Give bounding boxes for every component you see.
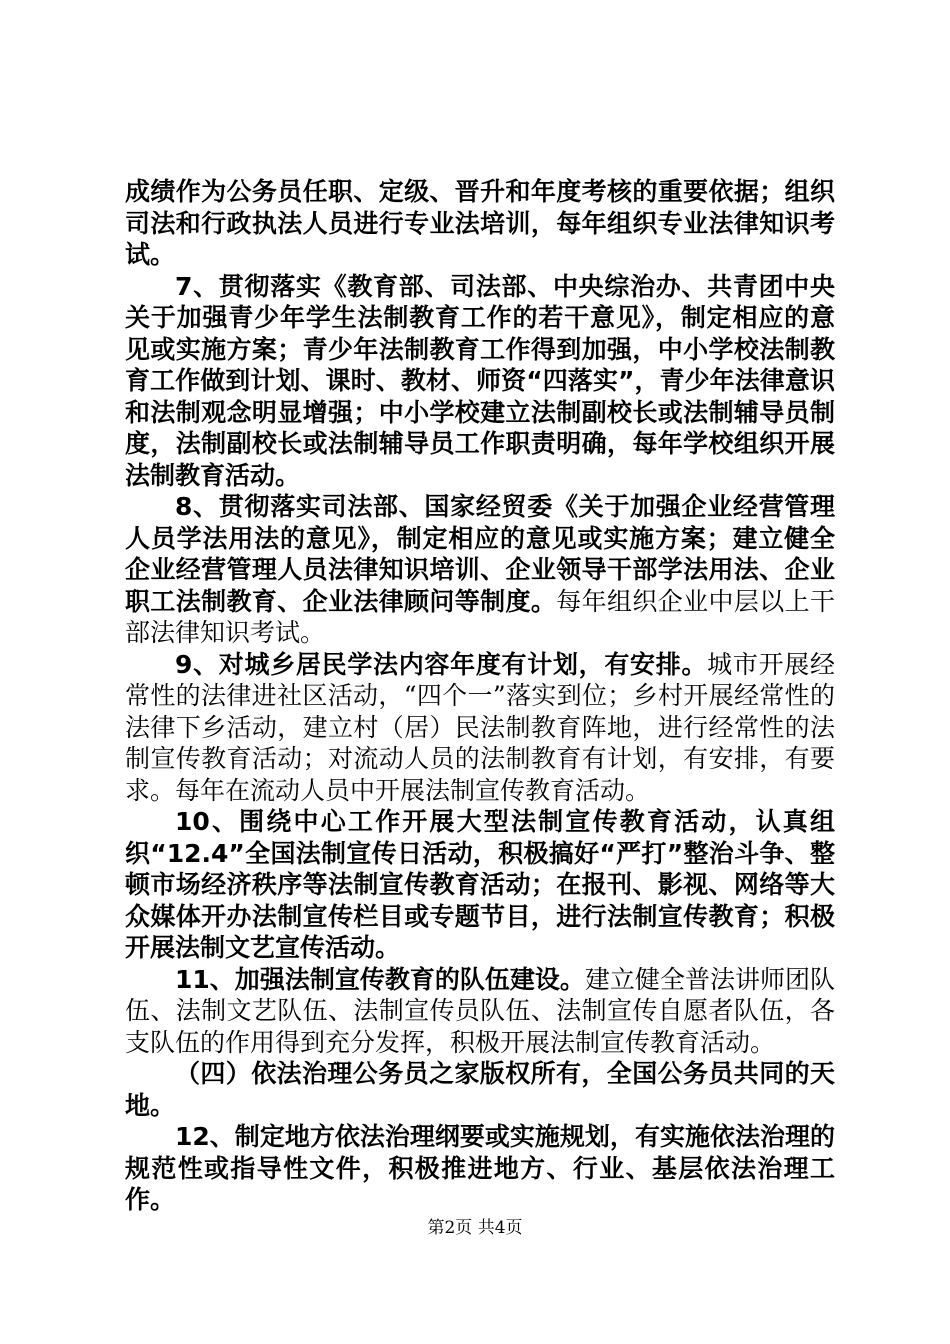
paragraph-item-9 [125,649,835,807]
paragraph-bold-text: 10、围绕中心工作开展大型法制宣传教育活动，认真组织“12.4”全国法制宣传日活动，积极搞好“严打”整治斗争、整顿市场经济秩序等法制宣传教育活动；在报刊、影视、网络等大众媒体开办法制宣传栏目或专题节目，进行法制宣传教育；积极开展法制文艺宣传活动。 [125,807,835,962]
paragraph-item-11 [125,964,835,1059]
paragraph-item-7 [125,271,835,492]
paragraph-bold-text: 7、贯彻落实《教育部、司法部、中央综治办、共青团中央关于加强青少年学生法制教育工作的若干意见》，制定相应的意见或实施方案；青少年法制教育工作得到加强，中小学校法制教育工作做到计划、课时、教材、师资“四落实”，青少年法律意识和法制观念明显增强；中小学校建立法制副校长或法制辅导员制度，法制副校长或法制辅导员工作职责明确，每年学校组织开展法制教育活动。 [125,271,835,490]
paragraph-normal-text: 城市开展经常性的法律进社区活动，“四个一”落实到位；乡村开展经常性的法律下乡活动，建立村（居）民法制教育阵地，进行经常性的法制宣传教育活动；对流动人员的法制教育有计划，有安排，有要求。每年在流动人员中开展法制宣传教育活动。 [125,649,835,805]
paragraph-normal-text: 建立健全普法讲师团队伍、法制文艺队伍、法制宣传员队伍、法制宣传自愿者队伍，各支队伍的作用得到充分发挥，积极开展法制宣传教育活动。 [125,964,835,1057]
paragraph-bold-text: 8、贯彻落实司法部、国家经贸委《关于加强企业经营管理人员学法用法的意见》，制定相应的意见或实施方案；建立健全企业经营管理人员法律知识培训、企业领导干部学法用法、企业职工法制教育、企业法律顾问等制度。 [125,492,835,616]
paragraph-bold-text: 12、制定地方依法治理纲要或实施规划，有实施依法治理的规范性或指导性文件，积极推进地方、行业、基层依法治理工作。 [125,1122,835,1214]
paragraph-bold-text: 成绩作为公务员任职、定级、晋升和年度考核的重要依据；组织司法和行政执法人员进行专业法培训，每年组织专业法律知识考试。 [125,177,835,269]
page-footer: 第2页 共4页 [427,1218,523,1238]
paragraph-item-12 [125,1121,835,1216]
paragraph-bold-text: （四）依法治理公务员之家版权所有，全国公务员共同的天地。 [125,1059,835,1120]
paragraph-item-10 [125,806,835,964]
section-heading-4 [125,1058,835,1121]
paragraph-bold-text: 9、对城乡居民学法内容年度有计划，有安排。 [175,649,708,679]
paragraph-normal-text: 每年组织企业中层以上干部法律知识考试。 [125,586,835,647]
paragraph-continuation [125,176,835,271]
paragraph-item-8 [125,491,835,649]
paragraph-bold-text: 11、加强法制宣传教育的队伍建设。 [175,964,585,994]
document-body [125,176,835,1216]
